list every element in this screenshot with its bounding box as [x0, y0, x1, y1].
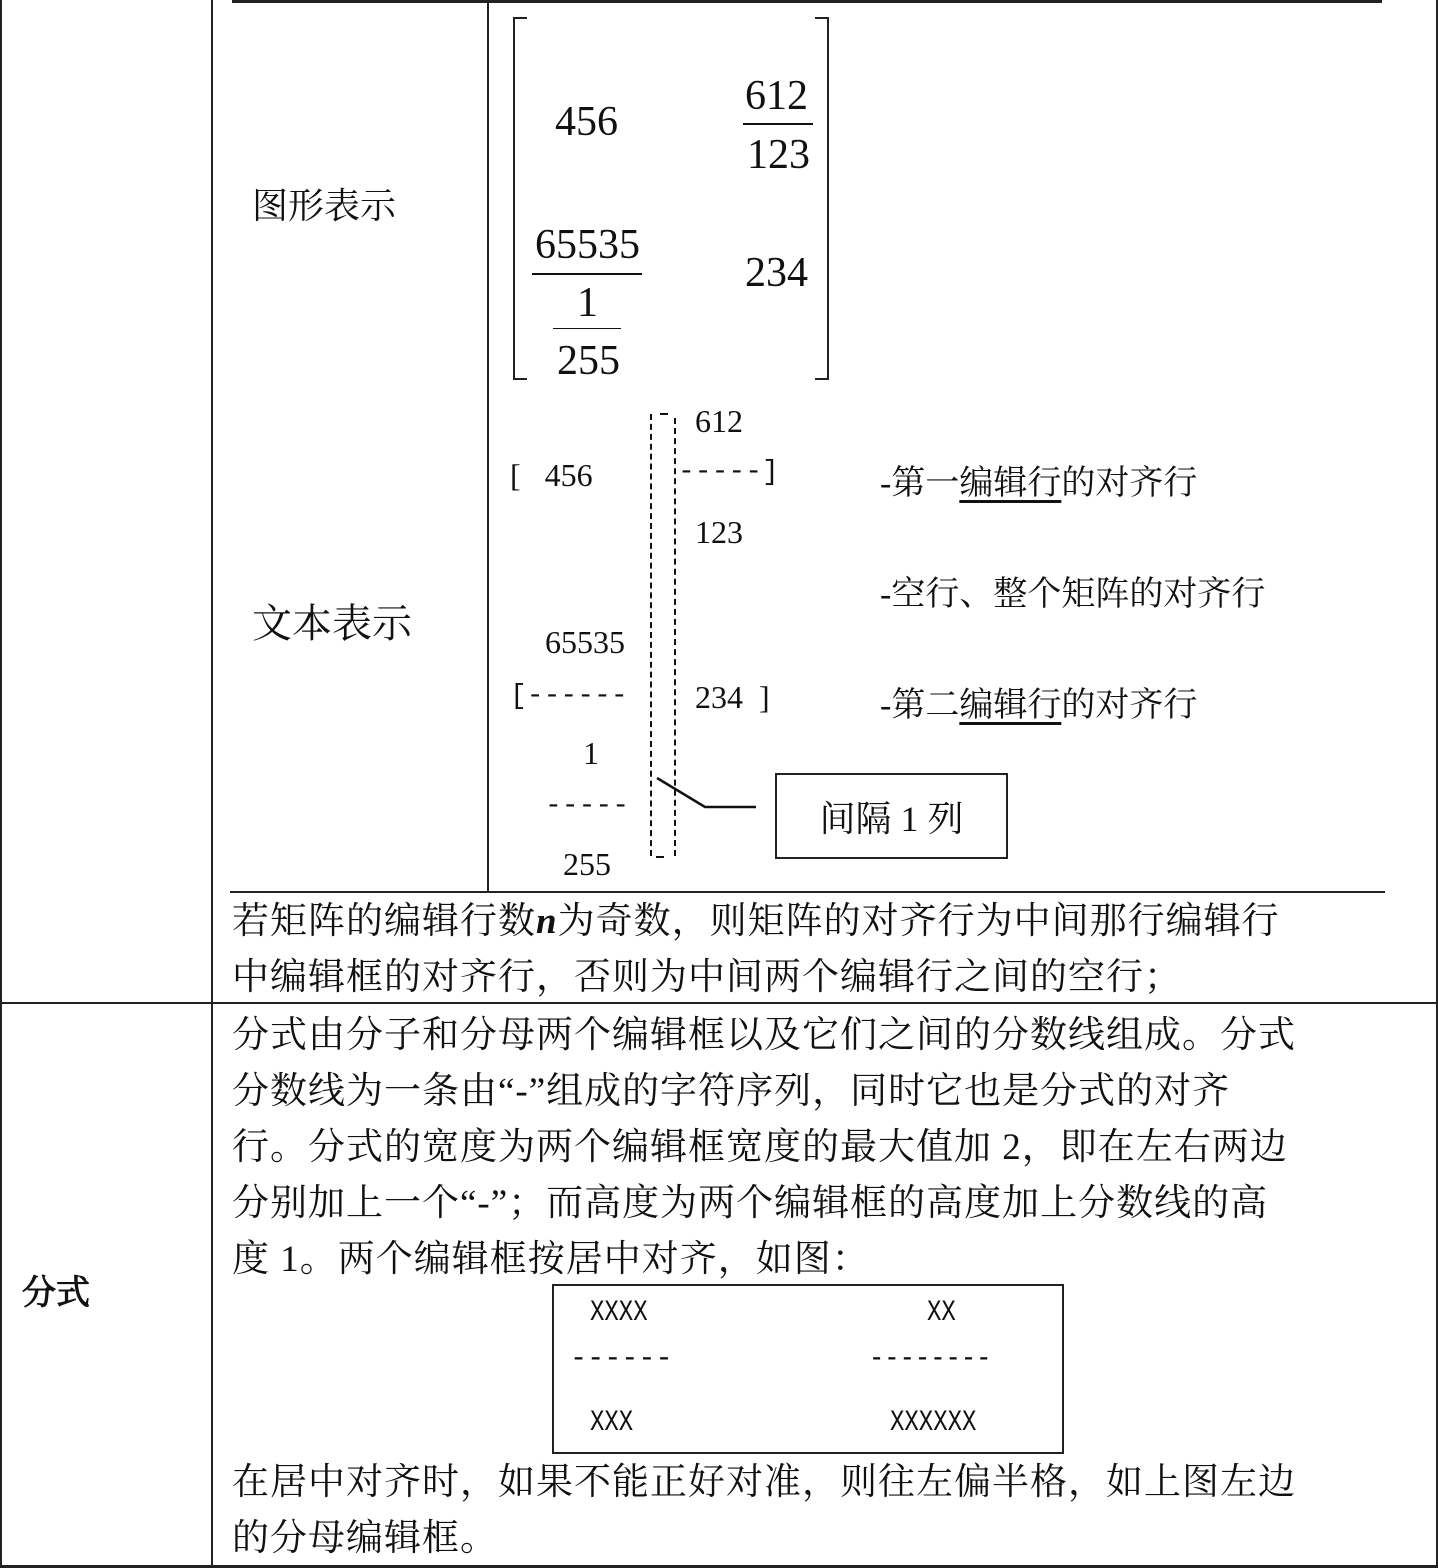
gap-column-bottom: [656, 856, 664, 858]
nested-fraction-bar: [553, 328, 621, 329]
text-line: 65535: [545, 624, 625, 660]
annotation-text: 的对齐行: [1061, 465, 1198, 502]
note-line-1: [232, 894, 1280, 950]
text-line: -----: [545, 791, 630, 822]
note-line-2: 中编辑框的对齐行，否则为中间两个编辑行之间的空行；: [232, 957, 1182, 998]
text-line: 612: [695, 403, 743, 439]
left-bracket: [513, 17, 527, 380]
right-bar: --------: [869, 1342, 992, 1376]
nested-fraction-numerator: 1: [577, 280, 598, 326]
text-line: 1: [583, 735, 599, 771]
annotation-blank-row: -空行、整个矩阵的对齐行: [880, 576, 1266, 613]
paragraph-line: 在居中对齐时，如果不能正好对准，则往左偏半格，如上图左边: [232, 1462, 1296, 1503]
annotation-underlined: 编辑行: [959, 687, 1062, 724]
fraction-example-box: [552, 1284, 1064, 1454]
gap-callout-box: [775, 773, 1008, 859]
category-fraction: 分式: [22, 1273, 90, 1313]
right-bracket: [815, 17, 829, 380]
matrix-cell-r2c2: 234: [745, 250, 808, 296]
paragraph-line: 行。分式的宽度为两个编辑框宽度的最大值加 2，即在左右两边: [232, 1127, 1288, 1168]
text-line: [------: [510, 681, 628, 712]
fraction-bar: [532, 273, 642, 275]
subrow-label-divider: [487, 0, 489, 893]
category-column-divider: [211, 0, 213, 1568]
top-rule: [232, 0, 1382, 3]
fraction-numerator: 612: [745, 73, 808, 119]
text-line: 234 ]: [695, 679, 770, 715]
annotation-second-edit-row: [880, 677, 1197, 726]
text-line: -----]: [678, 457, 779, 488]
annotation-first-edit-row: [880, 455, 1197, 504]
fraction-alignment-note: [232, 1455, 1296, 1567]
text-line: 123: [695, 514, 743, 550]
note-text: 若矩阵的编辑行数: [232, 901, 536, 942]
annotation-underlined: 编辑行: [959, 465, 1062, 502]
fraction-denominator: 123: [747, 132, 810, 178]
table-border-left: [0, 0, 2, 1568]
gap-column-top: [660, 413, 668, 415]
inner-table-bottom-rule: [230, 891, 1385, 893]
nested-fraction-denominator: 255: [557, 338, 620, 384]
annotation-text: 的对齐行: [1061, 687, 1198, 724]
matrix-alignment-note: [232, 894, 1280, 1006]
annotation-text: -第二: [880, 687, 960, 724]
paragraph-line: 分数线为一条由“-”组成的字符序列，同时它也是分式的对齐: [232, 1071, 1231, 1112]
left-numerator: XXXX: [590, 1296, 648, 1330]
text-representation-label: 文本表示: [252, 601, 412, 646]
right-denominator: XXXXXX: [890, 1406, 977, 1440]
fraction-description: [232, 1008, 1296, 1288]
paragraph-line: 分式由分子和分母两个编辑框以及它们之间的分数线组成。分式: [232, 1015, 1296, 1056]
paragraph-line: 的分母编辑框。: [232, 1518, 498, 1559]
paragraph-line: 分别加上一个“-”；而高度为两个编辑框的高度加上分数线的高: [232, 1183, 1269, 1224]
variable-n: n: [536, 901, 558, 942]
left-bar: ------: [570, 1342, 673, 1376]
graphic-representation-label: 图形表示: [252, 186, 397, 226]
text-line: [ 456: [510, 457, 593, 493]
paragraph-line: 度 1。两个编辑框按居中对齐，如图：: [232, 1239, 870, 1280]
gap-callout-label: 间隔 1 列: [819, 798, 964, 839]
fraction-numerator: 65535: [535, 222, 640, 268]
right-numerator: XX: [927, 1296, 956, 1330]
matrix-cell-r1c1: 456: [555, 99, 618, 145]
left-denominator: XXX: [590, 1406, 634, 1440]
callout-leader-icon: [650, 770, 760, 815]
note-text: 为奇数，则矩阵的对齐行为中间那行编辑行: [557, 901, 1280, 942]
text-line: 255: [563, 846, 611, 882]
annotation-text: -第一: [880, 465, 960, 502]
fraction-bar: [743, 123, 813, 125]
